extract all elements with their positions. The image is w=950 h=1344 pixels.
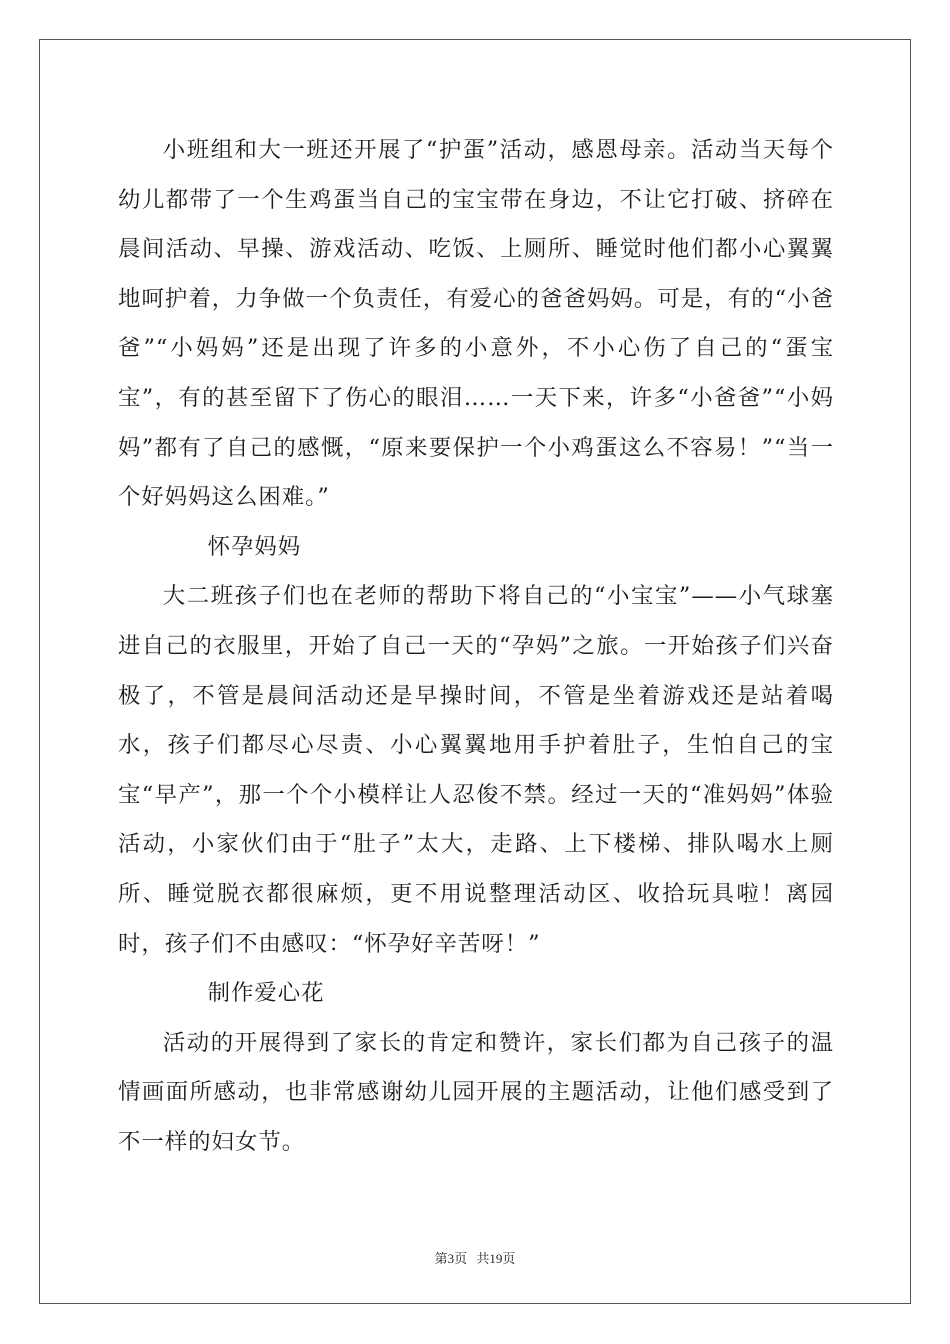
- paragraph-love-flower: 活动的开展得到了家长的肯定和赞许，家长们都为自己孩子的温情画面所感动，也非常感谢幼儿园开展的主题活动，让他们感受到了不一样的妇女节。: [118, 1029, 834, 1155]
- page-total: 共19页: [476, 1251, 516, 1266]
- paragraph-pregnant-mom: 大二班孩子们也在老师的帮助下将自己的“小宝宝”——小气球塞进自己的衣服里，开始了自己一天的“孕妈”之旅。一开始孩子们兴奋极了，不管是晨间活动还是早操时间，不管是坐着游戏还是站着喝水，孩子们都尽心尽责、小心翼翼地用手护着肚子，生怕自己的宝宝“早产”，那一个个小模样让人忍俊不禁。经过一天的“准妈妈”体验活动，小家伙们由于“肚子”太大，走路、上下楼梯、排队喝水上厕所、睡觉脱衣都很麻烦，更不用说整理活动区、收拾玩具啦！离园时，孩子们不由感叹：“怀孕好辛苦呀！”: [118, 583, 834, 957]
- section-heading-pregnant-mom: 怀孕妈妈: [207, 533, 302, 560]
- section-heading-love-flower: 制作爱心花: [207, 980, 325, 1007]
- page-footer: [0, 1248, 950, 1267]
- document-body: [118, 126, 834, 1167]
- paragraph-egg-activity: 小班组和大一班还开展了“护蛋”活动，感恩母亲。活动当天每个幼儿都带了一个生鸡蛋当自己的宝宝带在身边，不让它打破、挤碎在晨间活动、早操、游戏活动、吃饭、上厕所、睡觉时他们都小心翼翼地呵护着，力争做一个负责任，有爱心的爸爸妈妈。可是，有的“小爸爸”“小妈妈”还是出现了许多的小意外，不小心伤了自己的“蛋宝宝”，有的甚至留下了伤心的眼泪……一天下来，许多“小爸爸”“小妈妈”都有了自己的感慨，“原来要保护一个小鸡蛋这么不容易！”“当一个好妈妈这么困难。”: [118, 137, 834, 511]
- page-number: 第3页: [434, 1251, 468, 1266]
